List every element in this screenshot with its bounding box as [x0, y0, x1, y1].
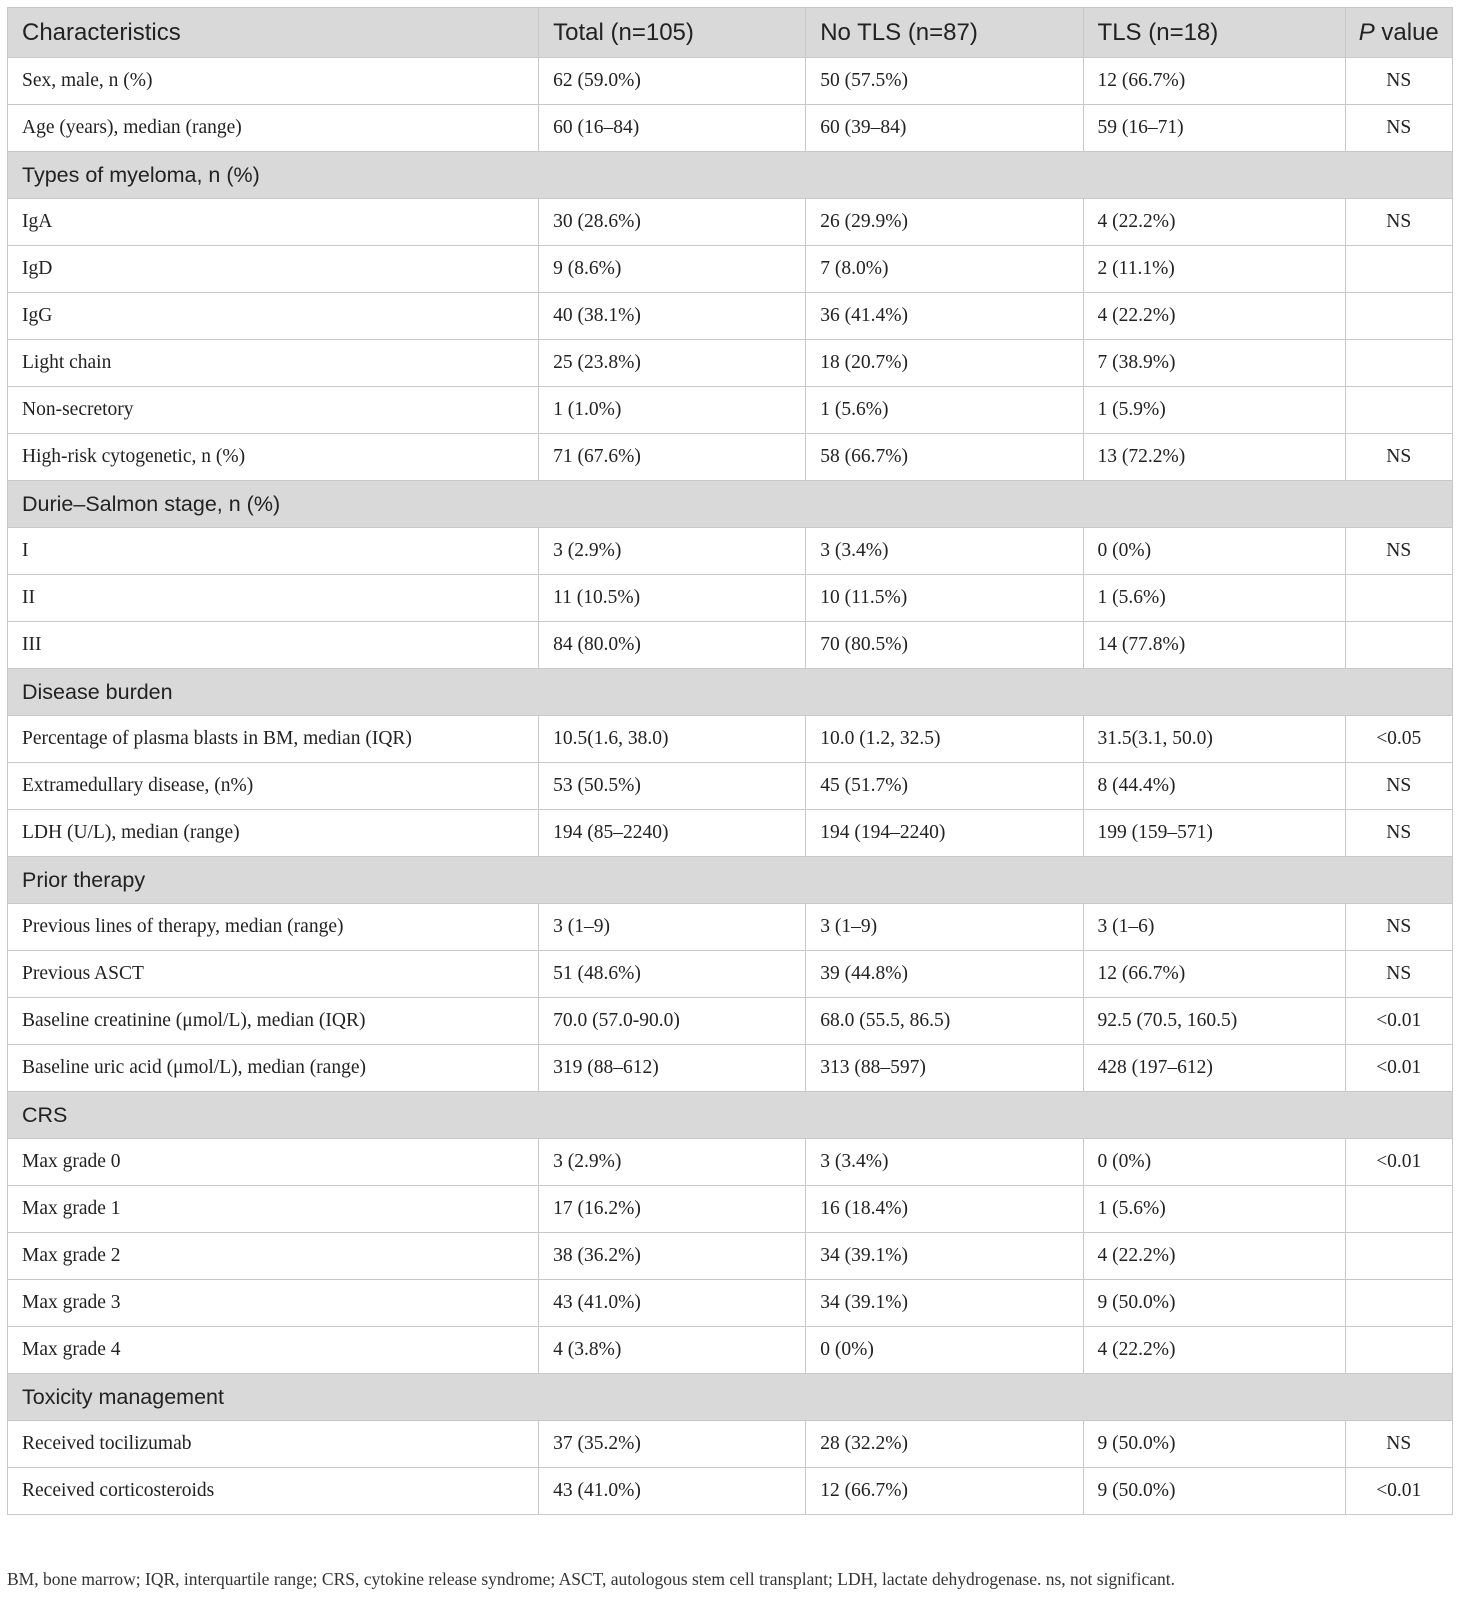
cell-p-value: NS: [1345, 951, 1452, 998]
cell-total: 43 (41.0%): [539, 1468, 806, 1515]
cell-p-value: <0.01: [1345, 998, 1452, 1045]
cell-p-value: NS: [1345, 1421, 1452, 1468]
cell-total: 40 (38.1%): [539, 293, 806, 340]
cell-no-tls: 45 (51.7%): [806, 763, 1083, 810]
cell-p-value: [1345, 1280, 1452, 1327]
cell-characteristic: Max grade 0: [8, 1139, 539, 1186]
cell-p-value: [1345, 622, 1452, 669]
cell-characteristic: Max grade 3: [8, 1280, 539, 1327]
cell-no-tls: 0 (0%): [806, 1327, 1083, 1374]
table-row: [8, 1139, 1453, 1186]
cell-total: 3 (2.9%): [539, 1139, 806, 1186]
cell-no-tls: 7 (8.0%): [806, 246, 1083, 293]
cell-characteristic: Previous lines of therapy, median (range): [8, 904, 539, 951]
cell-tls: 59 (16–71): [1083, 105, 1345, 152]
cell-p-value: NS: [1345, 528, 1452, 575]
cell-total: 17 (16.2%): [539, 1186, 806, 1233]
cell-tls: 1 (5.6%): [1083, 1186, 1345, 1233]
section-label: Disease burden: [8, 669, 1453, 716]
table-row: [8, 58, 1453, 105]
table-row: [8, 998, 1453, 1045]
cell-no-tls: 50 (57.5%): [806, 58, 1083, 105]
cell-total: 30 (28.6%): [539, 199, 806, 246]
cell-total: 62 (59.0%): [539, 58, 806, 105]
cell-p-value: NS: [1345, 58, 1452, 105]
cell-tls: 4 (22.2%): [1083, 199, 1345, 246]
section-row: [8, 857, 1453, 904]
cell-characteristic: Non-secretory: [8, 387, 539, 434]
cell-total: 4 (3.8%): [539, 1327, 806, 1374]
cell-tls: 4 (22.2%): [1083, 293, 1345, 340]
cell-p-value: [1345, 293, 1452, 340]
table-row: [8, 575, 1453, 622]
cell-tls: 0 (0%): [1083, 528, 1345, 575]
cell-tls: 428 (197–612): [1083, 1045, 1345, 1092]
cell-p-value: [1345, 246, 1452, 293]
table-row: [8, 387, 1453, 434]
cell-no-tls: 16 (18.4%): [806, 1186, 1083, 1233]
cell-tls: 0 (0%): [1083, 1139, 1345, 1186]
table-row: [8, 246, 1453, 293]
cell-total: 84 (80.0%): [539, 622, 806, 669]
cell-characteristic: Percentage of plasma blasts in BM, median (IQR): [8, 716, 539, 763]
header-p-letter: P: [1358, 18, 1375, 46]
cell-characteristic: Received tocilizumab: [8, 1421, 539, 1468]
cell-characteristic: Max grade 2: [8, 1233, 539, 1280]
characteristics-table: [7, 7, 1453, 1515]
table-row: [8, 1045, 1453, 1092]
section-row: [8, 1374, 1453, 1421]
cell-no-tls: 313 (88–597): [806, 1045, 1083, 1092]
cell-total: 3 (1–9): [539, 904, 806, 951]
cell-total: 1 (1.0%): [539, 387, 806, 434]
table-row: [8, 1233, 1453, 1280]
cell-total: 11 (10.5%): [539, 575, 806, 622]
cell-total: 71 (67.6%): [539, 434, 806, 481]
table-row: [8, 528, 1453, 575]
table-row: [8, 622, 1453, 669]
cell-no-tls: 18 (20.7%): [806, 340, 1083, 387]
cell-total: 10.5(1.6, 38.0): [539, 716, 806, 763]
cell-total: 194 (85–2240): [539, 810, 806, 857]
cell-total: 3 (2.9%): [539, 528, 806, 575]
cell-p-value: <0.01: [1345, 1139, 1452, 1186]
cell-p-value: NS: [1345, 199, 1452, 246]
table-row: [8, 716, 1453, 763]
section-row: [8, 152, 1453, 199]
cell-no-tls: 194 (194–2240): [806, 810, 1083, 857]
cell-p-value: [1345, 575, 1452, 622]
cell-no-tls: 58 (66.7%): [806, 434, 1083, 481]
cell-no-tls: 60 (39–84): [806, 105, 1083, 152]
cell-tls: 4 (22.2%): [1083, 1327, 1345, 1374]
cell-characteristic: II: [8, 575, 539, 622]
cell-tls: 199 (159–571): [1083, 810, 1345, 857]
header-no-tls: No TLS (n=87): [806, 8, 1083, 58]
cell-p-value: NS: [1345, 810, 1452, 857]
section-row: [8, 669, 1453, 716]
cell-tls: 1 (5.6%): [1083, 575, 1345, 622]
cell-characteristic: Previous ASCT: [8, 951, 539, 998]
table-row: [8, 1280, 1453, 1327]
cell-p-value: NS: [1345, 434, 1452, 481]
cell-tls: 12 (66.7%): [1083, 58, 1345, 105]
cell-tls: 1 (5.9%): [1083, 387, 1345, 434]
cell-no-tls: 34 (39.1%): [806, 1233, 1083, 1280]
cell-characteristic: IgA: [8, 199, 539, 246]
cell-no-tls: 10 (11.5%): [806, 575, 1083, 622]
table-row: [8, 199, 1453, 246]
header-characteristics: Characteristics: [8, 8, 539, 58]
cell-no-tls: 39 (44.8%): [806, 951, 1083, 998]
cell-p-value: <0.05: [1345, 716, 1452, 763]
cell-tls: 8 (44.4%): [1083, 763, 1345, 810]
cell-total: 319 (88–612): [539, 1045, 806, 1092]
cell-characteristic: Received corticosteroids: [8, 1468, 539, 1515]
cell-total: 37 (35.2%): [539, 1421, 806, 1468]
header-tls: TLS (n=18): [1083, 8, 1345, 58]
cell-no-tls: 68.0 (55.5, 86.5): [806, 998, 1083, 1045]
cell-tls: 4 (22.2%): [1083, 1233, 1345, 1280]
cell-no-tls: 28 (32.2%): [806, 1421, 1083, 1468]
header-p-suffix: value: [1374, 18, 1439, 46]
cell-tls: 13 (72.2%): [1083, 434, 1345, 481]
cell-total: 60 (16–84): [539, 105, 806, 152]
cell-total: 43 (41.0%): [539, 1280, 806, 1327]
cell-characteristic: I: [8, 528, 539, 575]
table-row: [8, 434, 1453, 481]
cell-tls: 14 (77.8%): [1083, 622, 1345, 669]
table-row: [8, 1186, 1453, 1233]
cell-characteristic: LDH (U/L), median (range): [8, 810, 539, 857]
cell-characteristic: Extramedullary disease, (n%): [8, 763, 539, 810]
cell-characteristic: Baseline uric acid (μmol/L), median (range): [8, 1045, 539, 1092]
cell-tls: 92.5 (70.5, 160.5): [1083, 998, 1345, 1045]
cell-characteristic: IgD: [8, 246, 539, 293]
section-label: Types of myeloma, n (%): [8, 152, 1453, 199]
cell-total: 38 (36.2%): [539, 1233, 806, 1280]
cell-tls: 9 (50.0%): [1083, 1421, 1345, 1468]
table-body: [8, 58, 1453, 1515]
cell-p-value: [1345, 1327, 1452, 1374]
cell-characteristic: IgG: [8, 293, 539, 340]
cell-total: 70.0 (57.0-90.0): [539, 998, 806, 1045]
cell-p-value: NS: [1345, 763, 1452, 810]
cell-total: 25 (23.8%): [539, 340, 806, 387]
table-footnote: BM, bone marrow; IQR, interquartile range; CRS, cytokine release syndrome; ASCT, autologous stem cell transplant; LDH, lactate dehydrogenase. ns, not significant.: [7, 1569, 1176, 1589]
cell-tls: 3 (1–6): [1083, 904, 1345, 951]
cell-p-value: <0.01: [1345, 1045, 1452, 1092]
section-label: Prior therapy: [8, 857, 1453, 904]
cell-tls: 9 (50.0%): [1083, 1280, 1345, 1327]
cell-tls: 31.5(3.1, 50.0): [1083, 716, 1345, 763]
table-row: [8, 951, 1453, 998]
section-row: [8, 481, 1453, 528]
section-label: Toxicity management: [8, 1374, 1453, 1421]
table-row: [8, 105, 1453, 152]
cell-characteristic: Baseline creatinine (μmol/L), median (IQR): [8, 998, 539, 1045]
section-row: [8, 1092, 1453, 1139]
table-row: [8, 763, 1453, 810]
cell-tls: 9 (50.0%): [1083, 1468, 1345, 1515]
table-row: [8, 1327, 1453, 1374]
cell-no-tls: 1 (5.6%): [806, 387, 1083, 434]
header-total: Total (n=105): [539, 8, 806, 58]
table-row: [8, 340, 1453, 387]
cell-no-tls: 36 (41.4%): [806, 293, 1083, 340]
cell-tls: 12 (66.7%): [1083, 951, 1345, 998]
section-label: Durie–Salmon stage, n (%): [8, 481, 1453, 528]
cell-p-value: [1345, 1186, 1452, 1233]
cell-no-tls: 10.0 (1.2, 32.5): [806, 716, 1083, 763]
cell-total: 53 (50.5%): [539, 763, 806, 810]
cell-p-value: NS: [1345, 904, 1452, 951]
section-label: CRS: [8, 1092, 1453, 1139]
header-row: [8, 8, 1453, 58]
cell-characteristic: Max grade 4: [8, 1327, 539, 1374]
cell-p-value: [1345, 340, 1452, 387]
cell-p-value: [1345, 1233, 1452, 1280]
cell-no-tls: 3 (1–9): [806, 904, 1083, 951]
cell-no-tls: 70 (80.5%): [806, 622, 1083, 669]
header-p-value: [1345, 8, 1452, 58]
cell-tls: 7 (38.9%): [1083, 340, 1345, 387]
cell-no-tls: 34 (39.1%): [806, 1280, 1083, 1327]
cell-p-value: [1345, 387, 1452, 434]
cell-characteristic: Age (years), median (range): [8, 105, 539, 152]
cell-characteristic: High-risk cytogenetic, n (%): [8, 434, 539, 481]
cell-p-value: <0.01: [1345, 1468, 1452, 1515]
cell-no-tls: 3 (3.4%): [806, 528, 1083, 575]
table-row: [8, 904, 1453, 951]
cell-total: 9 (8.6%): [539, 246, 806, 293]
cell-no-tls: 12 (66.7%): [806, 1468, 1083, 1515]
table-row: [8, 293, 1453, 340]
cell-characteristic: Max grade 1: [8, 1186, 539, 1233]
cell-characteristic: III: [8, 622, 539, 669]
table-row: [8, 810, 1453, 857]
cell-characteristic: Light chain: [8, 340, 539, 387]
cell-total: 51 (48.6%): [539, 951, 806, 998]
table-row: [8, 1468, 1453, 1515]
cell-tls: 2 (11.1%): [1083, 246, 1345, 293]
cell-no-tls: 26 (29.9%): [806, 199, 1083, 246]
cell-no-tls: 3 (3.4%): [806, 1139, 1083, 1186]
cell-p-value: NS: [1345, 105, 1452, 152]
table-row: [8, 1421, 1453, 1468]
cell-characteristic: Sex, male, n (%): [8, 58, 539, 105]
